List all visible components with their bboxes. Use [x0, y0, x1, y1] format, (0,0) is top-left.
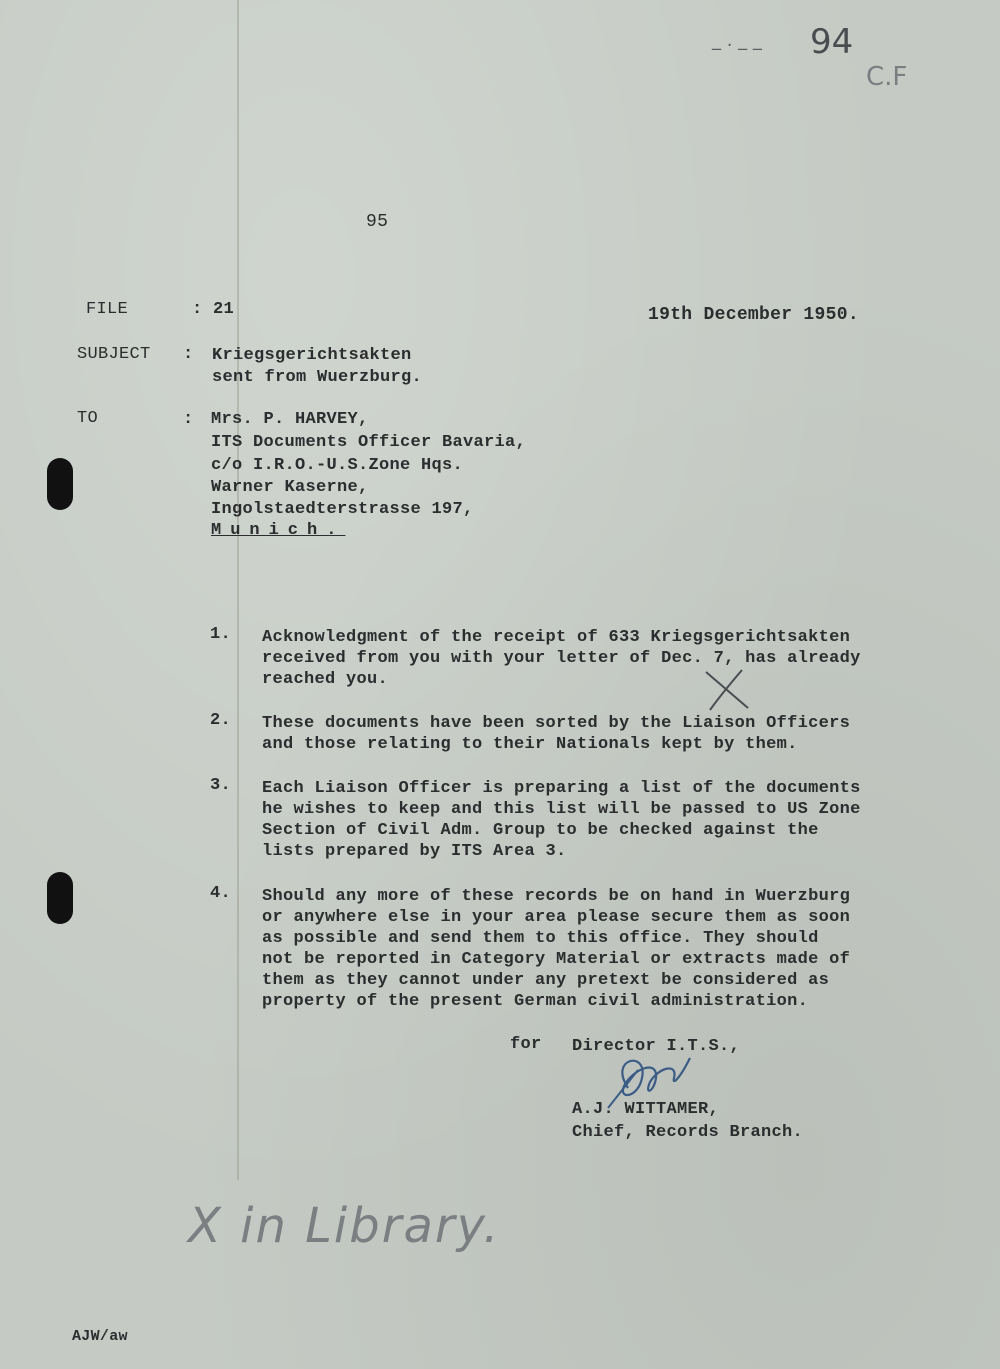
paragraph-line: property of the present German civil administration.	[262, 992, 809, 1011]
address-line: c/o I.R.O.-U.S.Zone Hqs.	[211, 456, 464, 475]
file-value: : 21	[192, 300, 235, 319]
paragraph-line: them as they cannot under any pretext be considered as	[262, 971, 830, 990]
address-line: Ingolstaedterstrasse 197,	[211, 500, 474, 519]
address-line: Warner Kaserne,	[211, 478, 369, 497]
paragraph-line: as possible and send them to this office. They should	[262, 929, 819, 948]
paragraph-line: Section of Civil Adm. Group to be checked against the	[262, 821, 819, 840]
for-label: for	[510, 1035, 542, 1054]
stamp-number: 94	[810, 22, 854, 62]
paragraph-4	[262, 886, 882, 1012]
subject-line: sent from Wuerzburg.	[212, 368, 423, 387]
paragraph-line: Each Liaison Officer is preparing a list of the documents	[262, 779, 861, 798]
initials: C.F	[866, 62, 908, 92]
paragraph-line: These documents have been sorted by the Liaison Officers	[262, 714, 851, 733]
reference-initials: AJW/aw	[72, 1328, 128, 1345]
handwritten-note: X in Library.	[188, 1198, 501, 1254]
stamp-marks: _ . _ _	[712, 30, 762, 51]
paragraph-line: reached you.	[262, 670, 389, 689]
paragraph-line: not be reported in Category Material or extracts made of	[262, 950, 851, 969]
paragraph-1	[262, 627, 882, 690]
handwritten-cross-mark	[700, 664, 760, 714]
signatory-title: Chief, Records Branch.	[572, 1123, 804, 1142]
to-label: TO	[77, 409, 99, 428]
file-label: FILE	[86, 300, 129, 319]
paragraph-line: lists prepared by ITS Area 3.	[262, 842, 567, 861]
address-line: Mrs. P. HARVEY,	[211, 410, 369, 429]
subject-line: Kriegsgerichtsakten	[212, 346, 412, 365]
signatory-name: A.J. WITTAMER,	[572, 1100, 720, 1119]
address-line: ITS Documents Officer Bavaria,	[211, 433, 527, 452]
paragraph-2	[262, 713, 882, 755]
punch-hole-top	[47, 458, 73, 510]
subject-label: SUBJECT	[77, 345, 151, 364]
subject-separator: :	[183, 345, 194, 364]
margin-rule	[237, 0, 239, 1180]
paragraph-number: 3.	[210, 776, 232, 795]
paragraph-line: Acknowledgment of the receipt of 633 Kriegsgerichtsakten	[262, 628, 851, 647]
page-number: 95	[366, 212, 389, 232]
paragraph-line: and those relating to their Nationals kept by them.	[262, 735, 798, 754]
punch-hole-bottom	[47, 872, 73, 924]
paragraph-number: 4.	[210, 884, 232, 903]
paragraph-number: 2.	[210, 711, 232, 730]
paragraph-line: received from you with your letter of Dec. 7, has already	[262, 649, 861, 668]
paragraph-number: 1.	[210, 625, 232, 644]
letter-date: 19th December 1950.	[648, 305, 859, 325]
address-city: Munich.	[211, 521, 346, 540]
paragraph-line: Should any more of these records be on hand in Wuerzburg	[262, 887, 851, 906]
paragraph-line: or anywhere else in your area please secure them as soon	[262, 908, 851, 927]
paragraph-line: he wishes to keep and this list will be passed to US Zone	[262, 800, 861, 819]
paragraph-3	[262, 778, 882, 862]
signatory-for-title: Director I.T.S.,	[572, 1037, 741, 1056]
to-separator: :	[183, 410, 194, 429]
